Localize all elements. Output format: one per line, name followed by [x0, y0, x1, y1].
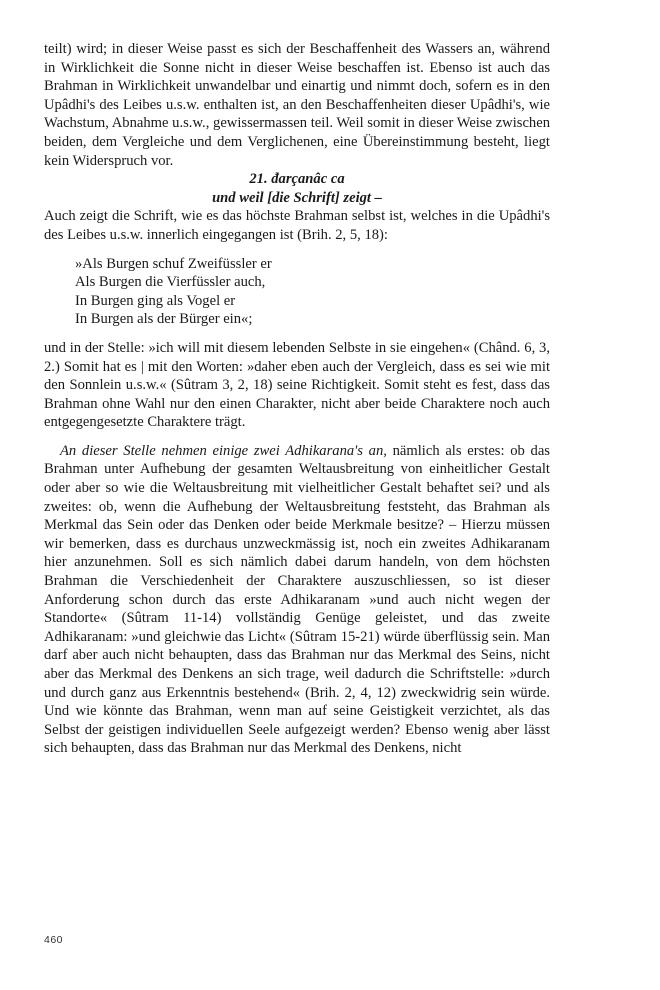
page-number: 460	[44, 934, 64, 946]
sutra-heading: 21. đarçanâc ca	[249, 171, 345, 188]
verse-quote	[44, 255, 550, 329]
verse-line: Als Burgen die Vierfüssler auch,	[75, 274, 266, 291]
verse-line: »Als Burgen schuf Zweifüssler er	[75, 255, 272, 272]
paragraph-chandogya: und in der Stelle: »ich will mit diesem lebenden Selbste in sie eingehen« (Chând. 6, 3, 2.) Somit hat es | mit den Worten: »daher eben auch der Vergleich, dass es sei wie mit den Sonnlein u.s.w.« (Sûtram 3, 2, 18) seine Richtigkeit. Somit steht es fest, dass das Brahman ohne Wahl nur den einen Charakter, nicht aber beide Charaktere noch auch entgegengesetzte Charaktere trägt.	[44, 339, 550, 431]
page-body	[44, 40, 550, 758]
paragraph-scripture: Auch zeigt die Schrift, wie es das höchste Brahman selbst ist, welches in die Upâdhi's des Leibes u.s.w. innerlich eingegangen ist (Brih. 2, 5, 18):	[44, 208, 550, 243]
verse-line: In Burgen ging als Vogel er	[75, 292, 236, 309]
verse-line: In Burgen als der Bürger ein«;	[75, 311, 253, 328]
paragraph-adhikarana	[44, 442, 550, 758]
sutra-translation: und weil [die Schrift] zeigt –	[212, 189, 382, 206]
paragraph-continuation: teilt) wird; in dieser Weise passt es sich der Beschaffenheit des Wassers an, während in Wirklichkeit die Sonne nicht in dieser Weise beschaffen ist. Ebenso ist auch das Brahman in Wirklichkeit unwandelbar und einartig und nimmt doch, sofern es in den Upâdhi's des Leibes u.s.w. enthalten ist, an den Beschaffenheiten dieser Upâdhi's, wie Wachstum, Abnahme u.s.w., gewissermassen teil. Weil somit in dieser Weise zwischen beiden, dem Vergleiche und dem Verglichenen, eine Übereinstimmung besteht, liegt kein Widerspruch vor.	[44, 41, 550, 169]
italic-lead: An dieser Stelle nehmen einige zwei Adhikarana's an,	[60, 442, 387, 459]
paragraph-adhikarana-text: nämlich als erstes: ob das Brahman unter Aufhebung der gesamten Weltausbreitung von einheitlicher Gestalt oder aber so wie die Weltausbreitung mit vielheitlicher Gestalt behaftet sei? und als zweites: ob, wenn die Aufhebung der Weltausbreitung feststeht, das Brahman als Merkmal das Sein oder das Denken oder beide Merkmale besitze? – Hierzu müssen wir bemerken, dass es durchaus unzweckmässig ist, noch ein zweites Adhikaranam hier anzunehmen. Soll es sich nämlich dabei darum handeln, von dem höchsten Brahman die Verschiedenheit der Charaktere auszuschliessen, so ist dieser Anforderung schon durch das erste Adhikaranam »und auch nicht wegen der Standorte« (Sûtram 11-14) vollständig Genüge geleistet, und das zweite Adhikaranam: »und gleichwie das Licht« (Sûtram 15-21) würde überflüssig sein. Man darf aber auch nicht behaupten, dass das Brahman nur das Merkmal des Seins, nicht aber das Merkmal des Denkens an sich trage, weil dadurch die Schriftstelle: »durch und durch ganz aus Erkenntnis bestehend« (Brih. 2, 4, 12) zweckwidrig sein würde. Und wie könnte das Brahman, wenn man auf seine Geistigkeit verzichtet, als das Selbst der geistigen individuellen Seele aufgezeigt werden? Ebenso wenig aber lässt sich behaupten, dass das Brahman nur das Merkmal des Denkens, nicht	[44, 442, 550, 757]
